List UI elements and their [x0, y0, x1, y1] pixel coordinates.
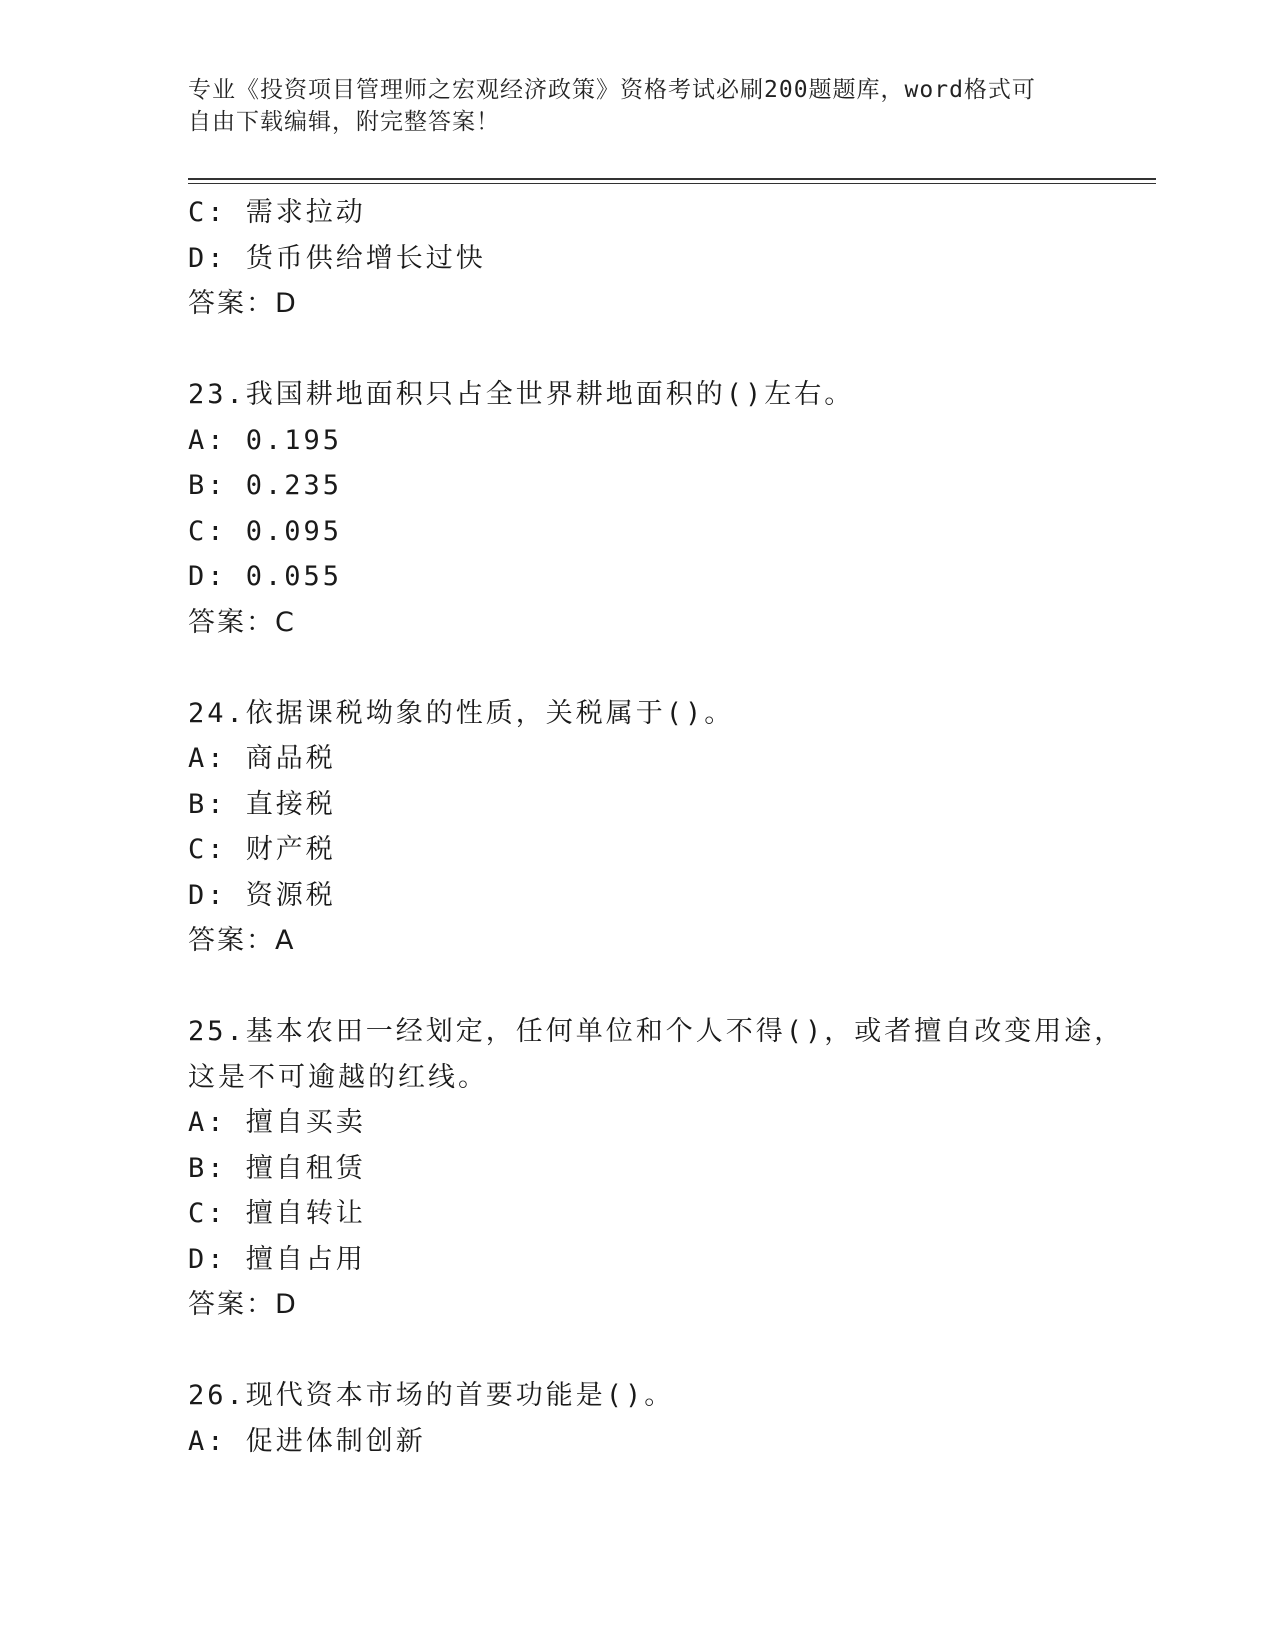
question-stem-line-2: 这是不可逾越的红线。 [188, 1061, 488, 1093]
option-a: A: 擅自买卖 [188, 1107, 366, 1138]
option-c: C: 需求拉动 [188, 197, 366, 228]
question-23 [188, 372, 1118, 645]
option-c: C: 0.095 [188, 515, 343, 547]
question-26 [188, 1373, 1118, 1464]
option-a: A: 商品税 [188, 743, 336, 774]
spacer [188, 964, 1118, 1010]
question-24 [188, 691, 1118, 964]
answer-line: 答案：C [188, 606, 296, 638]
option-d: D: 0.055 [188, 561, 343, 592]
question-stem: 23.我国耕地面积只占全世界耕地面积的()左右。 [188, 379, 855, 410]
question-stem: 26.现代资本市场的首要功能是()。 [188, 1380, 675, 1411]
option-c: C: 擅自转让 [188, 1198, 366, 1229]
answer-line: 答案：A [188, 925, 296, 956]
header-title-line-2: 自由下载编辑，附完整答案！ [188, 109, 500, 135]
option-a: A: 促进体制创新 [188, 1425, 426, 1457]
question-stem-line-1: 25.基本农田一经划定，任何单位和个人不得()，或者擅自改变用途， [188, 1016, 1125, 1047]
option-c: C: 财产税 [188, 834, 336, 865]
document-header [188, 74, 1088, 138]
header-divider-thin [188, 183, 1156, 184]
question-stem: 24.依据课税坳象的性质，关税属于()。 [188, 697, 735, 729]
option-b: B: 擅自租赁 [188, 1152, 366, 1184]
header-title-line-1: 专业《投资项目管理师之宏观经济政策》资格考试必刷200题题库，word格式可 [188, 77, 1036, 103]
answer-line: 答案：D [188, 288, 298, 319]
question-25 [188, 1009, 1125, 1328]
spacer [188, 1328, 1118, 1374]
option-d: D: 货币供给增长过快 [188, 242, 486, 274]
option-d: D: 擅自占用 [188, 1243, 366, 1275]
question-list [188, 190, 1125, 1464]
option-b: B: 直接税 [188, 788, 336, 820]
option-b: B: 0.235 [188, 470, 343, 501]
question-22-continued [188, 190, 1118, 327]
spacer [188, 327, 1118, 373]
header-divider-thick [188, 178, 1156, 180]
option-a: A: 0.195 [188, 424, 343, 456]
spacer [188, 645, 1118, 691]
answer-line: 答案：D [188, 1289, 298, 1320]
option-d: D: 资源税 [188, 879, 336, 911]
